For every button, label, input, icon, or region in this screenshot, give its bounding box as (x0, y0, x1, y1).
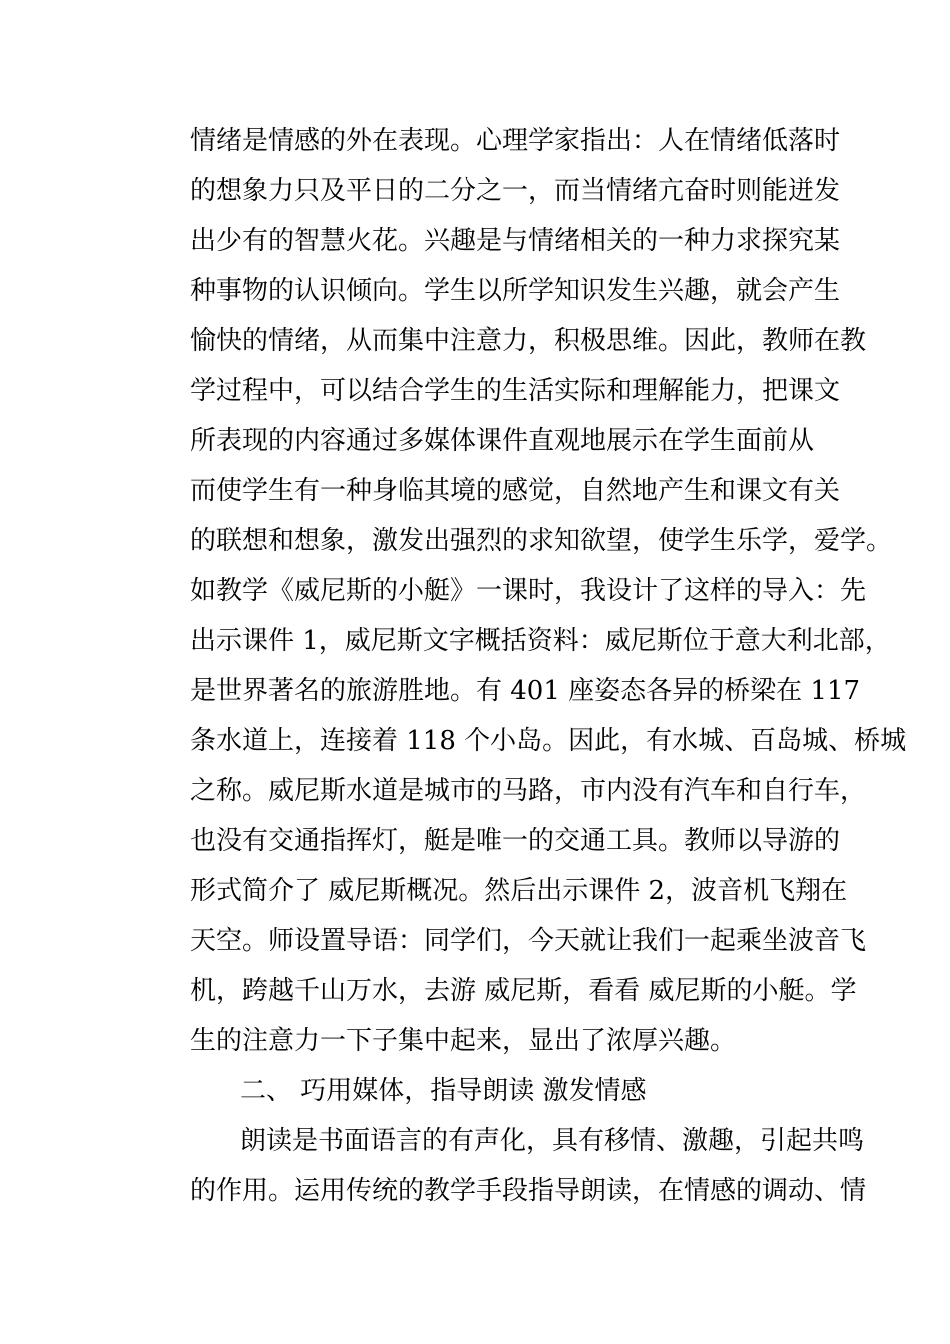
paragraph-line: 学过程中，可以结合学生的生活实际和理解能力，把课文 (190, 376, 841, 406)
section-heading: 二、 巧用媒体，指导朗读 激发情感 (240, 1076, 647, 1106)
paragraph-line: 种事物的认识倾向。学生以所学知识发生兴趣，就会产生 (190, 276, 841, 306)
paragraph-line: 朗读是书面语言的有声化，具有移情、激趣，引起共鸣 (240, 1126, 865, 1156)
paragraph-line: 出示课件 1，威尼斯文字概括资料：威尼斯位于意大利北部， (190, 626, 891, 656)
paragraph-line: 的联想和想象，激发出强烈的求知欲望，使学生乐学，爱学。 (190, 526, 893, 556)
paragraph-line: 机，跨越千山万水，去游 威尼斯，看看 威尼斯的小艇。学 (190, 976, 857, 1006)
paragraph-line: 所表现的内容通过多媒体课件直观地展示在学生面前从 (190, 426, 815, 456)
paragraph-line: 生的注意力一下子集中起来，显出了浓厚兴趣。 (190, 1026, 737, 1056)
paragraph-line: 的作用。运用传统的教学手段指导朗读，在情感的调动、情 (190, 1176, 867, 1206)
paragraph-line: 是世界著名的旅游胜地。有 401 座姿态各异的桥梁在 117 (190, 676, 861, 706)
paragraph-line: 之称。威尼斯水道是城市的马路，市内没有汽车和自行车， (190, 776, 867, 806)
paragraph-line: 情绪是情感的外在表现。心理学家指出：人在情绪低落时 (190, 126, 841, 156)
paragraph-line: 条水道上，连接着 118 个小岛。因此，有水城、百岛城、桥城 (190, 726, 907, 756)
paragraph-line: 的想象力只及平日的二分之一，而当情绪亢奋时则能迸发 (190, 176, 841, 206)
paragraph-line: 出少有的智慧火花。兴趣是与情绪相关的一种力求探究某 (190, 226, 841, 256)
paragraph-line: 愉快的情绪，从而集中注意力，积极思维。因此，教师在教 (190, 326, 867, 356)
paragraph-line: 如教学《威尼斯的小艇》一课时，我设计了这样的导入：先 (190, 576, 867, 606)
paragraph-line: 天空。师设置导语：同学们，今天就让我们一起乘坐波音飞 (190, 926, 867, 956)
body-text (190, 116, 907, 1216)
paragraph-line: 也没有交通指挥灯，艇是唯一的交通工具。教师以导游的 (190, 826, 841, 856)
paragraph-line: 而使学生有一种身临其境的感觉，自然地产生和课文有关 (190, 476, 841, 506)
paragraph-line: 形式简介了 威尼斯概况。然后出示课件 2，波音机飞翔在 (190, 876, 848, 906)
